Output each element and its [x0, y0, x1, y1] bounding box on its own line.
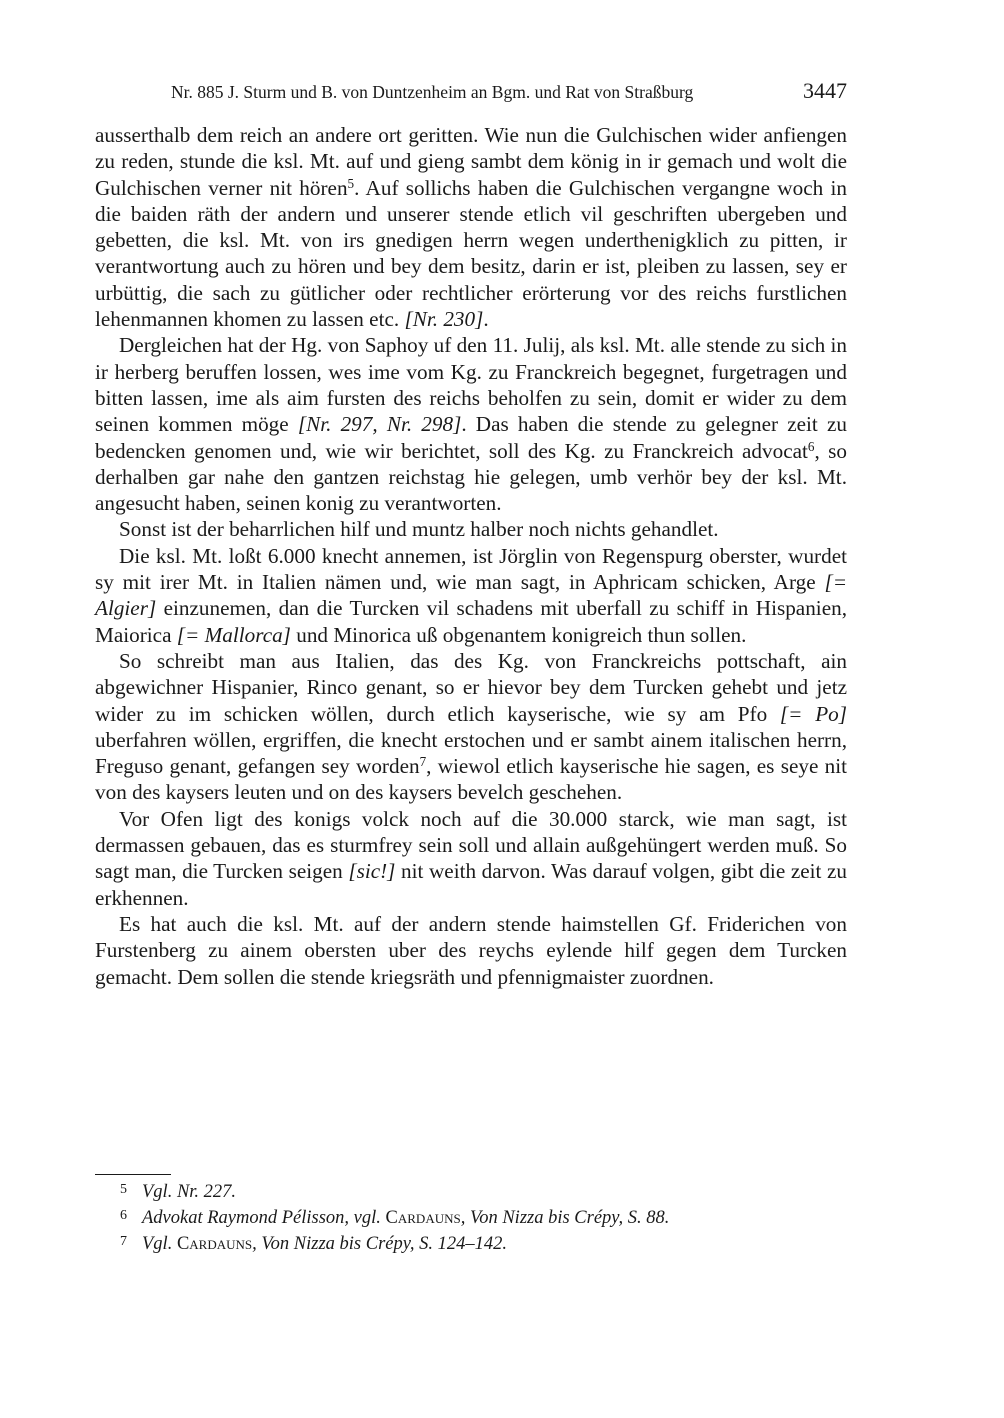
editorial-note: [= Po]: [779, 701, 847, 726]
editorial-reference: [Nr. 297, Nr. 298]: [297, 412, 462, 437]
editorial-note: [= Mallorca]: [176, 622, 291, 647]
footnote-number: 6: [120, 1208, 127, 1223]
editorial-reference: [Nr. 230]: [404, 307, 484, 332]
footnote-6: 6 Advokat Raymond Pélisson, vgl. Cardauns, Von Nizza bis Crépy, S. 88.: [120, 1204, 847, 1230]
footnote-ref-5[interactable]: 5: [347, 175, 355, 191]
editorial-note: [= Algier]: [95, 570, 847, 621]
paragraph-4: Die ksl. Mt. loßt 6.000 knecht annemen, ist Jörglin von Regenspurg oberster, wurdet sy mit irer Mt. in Italien nämen und, wie man sagt, in Aphricam schicken, Arge [= Algier] einzunemen, dan die Turcken vil schadens mit uberfall zu schiff in Hispanien, Maiorica [= Mallorca] und Minorica uß obgenantem konigreich thun sollen.: [95, 543, 847, 647]
footnote-number: 7: [120, 1234, 127, 1249]
author-name: Cardauns: [385, 1208, 461, 1228]
footnote-divider: [95, 1174, 171, 1175]
footnotes: [120, 1178, 847, 1256]
paragraph-2: Dergleichen hat der Hg. von Saphoy uf den 11. Julij, als ksl. Mt. alle stende zu sich in ir herberg beruffen lossen, wes ime vom Kg. zu Franckreich begegnet, furgetragen und bitten lassen, ime als aim fursten des reichs beholfen zu sein, domit er wider zu dem seinen kommen möge [Nr. 297, Nr. 298]. Das haben die stende zu gelegner zeit zu bedencken genomen und, wie wir berichtet, soll des Kg. zu Franckreich advocat$^6$, so derhalben gar nahe den gantzen reichstag hie gelegen, umb verhör bey der ksl. Mt. angesucht haben, seinen konig zu verantworten.: [95, 333, 847, 516]
footnote-5: 5 Vgl. Nr. 227.: [120, 1178, 847, 1204]
footnote-ref-7[interactable]: 7: [419, 753, 427, 769]
paragraph-6: Vor Ofen ligt des konigs volck noch auf die 30.000 starck, wie man sagt, ist dermassen gebauen, das es sturmfrey sein soll und allain außgehüngert werden muß. So sagt man, die Turcken seigen [sic!] nit weith darvon. Was darauf volgen, gibt die zeit zu erkhennen.: [95, 806, 847, 910]
paragraph-5: So schreibt man aus Italien, das des Kg. von Franckreichs pottschaft, ain abgewichner Hispanier, Rinco genant, so er hievor bey dem Turcken gehebt und jetz wider zu im schicken wöllen, durch etlich kayserische, wie sy am Pfo [= Po] uberfahren wöllen, ergriffen, die knecht erstochen und er sambt ainem italischen herrn, Freguso genant, gefangen sey worden$^7$, wiewol etlich kayserische hie sagen, es seye nit von des kaysers leuten und on des kaysers bevelch geschehen.: [95, 648, 847, 805]
paragraph-7: Es hat auch die ksl. Mt. auf der andern stende haimstellen Gf. Friderichen von Furstenberg zu ainem obersten uber des reychs eylende hilf gegen dem Turcken gemacht. Dem sollen die stende kriegsräth und pfennigmaister zuordnen.: [95, 911, 847, 989]
page-header: [95, 78, 847, 108]
author-name: Cardauns: [176, 1234, 253, 1254]
footnote-7: 7 Vgl. Cardauns, Von Nizza bis Crépy, S. 124–142.: [120, 1230, 847, 1256]
footnote-ref-6[interactable]: 6: [807, 438, 815, 454]
paragraph-3: Sonst ist der beharrlichen hilf und muntz halber noch nichts gehandlet.: [119, 517, 719, 542]
editorial-note: [sic!]: [348, 859, 396, 884]
paragraph-1: ausserthalb dem reich an andere ort geritten. Wie nun die Gulchischen wider anfiengen zu reden, stunde die ksl. Mt. auf und gieng sambt dem könig in ir gemach und wolt die Gulchischen verner nit hören$^5$. Auf sollichs haben die Gulchischen vergangne woch in die baiden räth der andern und unserer stende etlich vil geschriften ubergeben und gebetten, die ksl. Mt. von irs gnedigen herrn wegen underthenigklich zu pitten, ir verantwortung auch zu hören und bey dem besitz, darin er ist, pleiben zu lassen, sey er urbüttig, die sach zu gütlicher oder rechtlicher erörterung vor des reichs furstlichen lehenmannen khomen zu lassen etc. [Nr. 230].: [95, 123, 847, 332]
page-number: 3447: [803, 78, 847, 103]
running-title: Nr. 885 J. Sturm und B. von Duntzenheim an Bgm. und Rat von Straßburg: [171, 82, 694, 102]
footnote-number: 5: [120, 1182, 127, 1197]
main-text: [95, 122, 847, 990]
